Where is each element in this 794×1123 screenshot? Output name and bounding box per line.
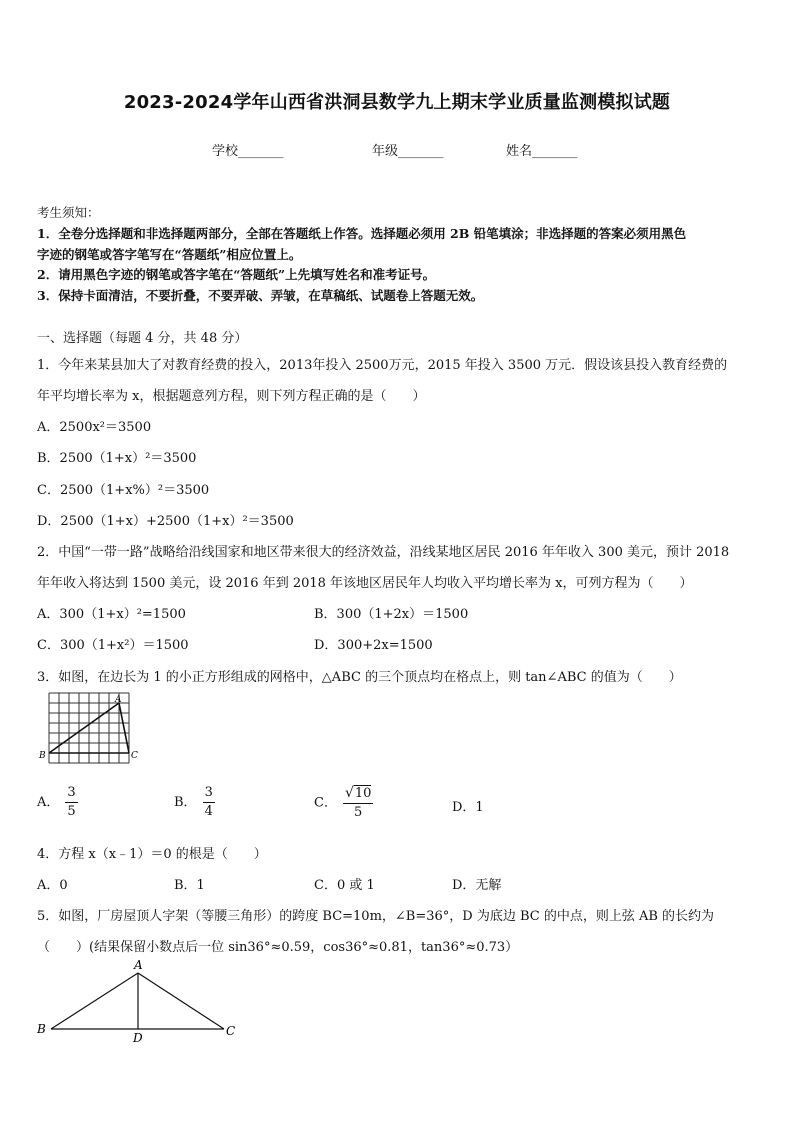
q3-label-b: B xyxy=(39,751,46,761)
name-label: 姓名 xyxy=(506,144,533,159)
q4-option-d: D．无解 xyxy=(452,878,502,893)
q2-option-c: C．300（1+x²）＝1500 xyxy=(37,638,189,653)
q3-option-d: D．1 xyxy=(452,800,484,815)
q4-option-c: C．0 或 1 xyxy=(314,878,375,893)
q3-option-b-numerator: 3 xyxy=(203,784,215,803)
q3-option-a-numerator: 3 xyxy=(65,784,77,803)
q3-grid-figure xyxy=(36,690,146,770)
q2-option-b: B．300（1+2x）＝1500 xyxy=(314,607,469,622)
name-field xyxy=(506,140,578,159)
q5-triangle-figure xyxy=(34,955,246,1047)
q1-option-b: B．2500（1+x）²＝3500 xyxy=(37,451,197,466)
q5-label-d: D xyxy=(133,1031,143,1045)
sqrt-icon: √ xyxy=(344,785,354,801)
q5-label-c: C xyxy=(226,1024,236,1038)
notice-line-1a: 1．全卷分选择题和非选择题两部分，全部在答题纸上作答。选择题必须用 2B 铅笔填涂；非选择题的答案必须用黑色 xyxy=(37,226,687,241)
q1-option-d: D．2500（1+x）+2500（1+x）²＝3500 xyxy=(37,514,294,529)
school-field xyxy=(212,140,284,159)
notice-line-3: 3．保持卡面清洁，不要折叠，不要弄破、弄皱，在草稿纸、试题卷上答题无效。 xyxy=(37,288,484,303)
name-blank: _______ xyxy=(532,144,578,159)
q3-option-c-radicand: 10 xyxy=(354,786,372,801)
q3-option-b-denominator: 4 xyxy=(204,804,213,819)
q4-line-1: 4．方程 x（x﹣1）＝0 的根是（ ） xyxy=(37,847,267,862)
q3-option-b-label: B． xyxy=(174,795,197,810)
q1-line-1: 1．今年来某县加大了对教育经费的投入，2013年投入 2500万元，2015 年投入 3500 万元．假设该县投入教育经费的 xyxy=(37,358,728,373)
q3-option-a-label: A． xyxy=(37,795,60,810)
section-title: 一、选择题（每题 4 分，共 48 分） xyxy=(37,331,248,346)
q5-label-b: B xyxy=(37,1022,46,1036)
q1-option-a: A．2500x²＝3500 xyxy=(37,420,152,435)
q3-option-a xyxy=(37,784,78,821)
school-blank: _______ xyxy=(238,144,284,159)
q2-line-1: 2．中国“一带一路”战略给沿线国家和地区带来很大的经济效益，沿线某地区居民 2016 年年收入 300 美元，预计 2018 xyxy=(37,545,730,560)
q3-line-1: 3．如图，在边长为 1 的小正方形组成的网格中，△ABC 的三个顶点均在格点上，则 tan∠ABC 的值为（ ） xyxy=(37,670,682,685)
q4-option-a: A．0 xyxy=(37,878,68,893)
q3-label-a: A xyxy=(115,695,122,705)
notice-line-2: 2．请用黑色字迹的钢笔或答字笔在“答题纸”上先填写姓名和准考证号。 xyxy=(37,267,436,282)
q2-option-d: D．300+2x=1500 xyxy=(314,638,433,653)
q5-label-a: A xyxy=(134,958,143,972)
school-label: 学校 xyxy=(212,144,239,159)
notice-heading: 考生须知： xyxy=(37,205,100,220)
q5-line-2: （ ）(结果保留小数点后一位 sin36°≈0.59，cos36°≈0.81，tan36°≈0.73） xyxy=(37,940,519,955)
notice-line-1b: 字迹的钢笔或答字笔写在“答题纸”相应位置上。 xyxy=(37,247,302,262)
grade-blank: _______ xyxy=(398,144,444,159)
q3-option-c-denominator: 5 xyxy=(354,805,363,820)
grade-field xyxy=(372,140,444,159)
page-title: 2023-2024学年山西省洪洞县数学九上期末学业质量监测模拟试题 xyxy=(123,92,671,113)
q1-option-c: C．2500（1+x%）²＝3500 xyxy=(37,483,210,498)
q2-option-a: A．300（1+x）²=1500 xyxy=(37,607,186,622)
q1-line-2: 年平均增长率为 x，根据题意列方程，则下列方程正确的是（ ） xyxy=(37,389,426,404)
q3-option-b xyxy=(174,784,215,821)
q3-label-c: C xyxy=(131,751,138,761)
grade-label: 年级 xyxy=(372,144,399,159)
q2-line-2: 年年收入将达到 1500 美元，设 2016 年到 2018 年该地区居民年人均收入平均增长率为 x，可列方程为（ ） xyxy=(37,576,693,591)
q4-option-b: B．1 xyxy=(174,878,205,893)
q3-option-c-label: C． xyxy=(314,795,337,811)
q3-option-c xyxy=(314,784,373,822)
q3-option-a-denominator: 5 xyxy=(67,804,76,819)
q5-line-1: 5．如图，厂房屋顶人字架（等腰三角形）的跨度 BC=10m，∠B=36°，D 为底边 BC 的中点，则上弦 AB 的长约为 xyxy=(37,909,715,924)
